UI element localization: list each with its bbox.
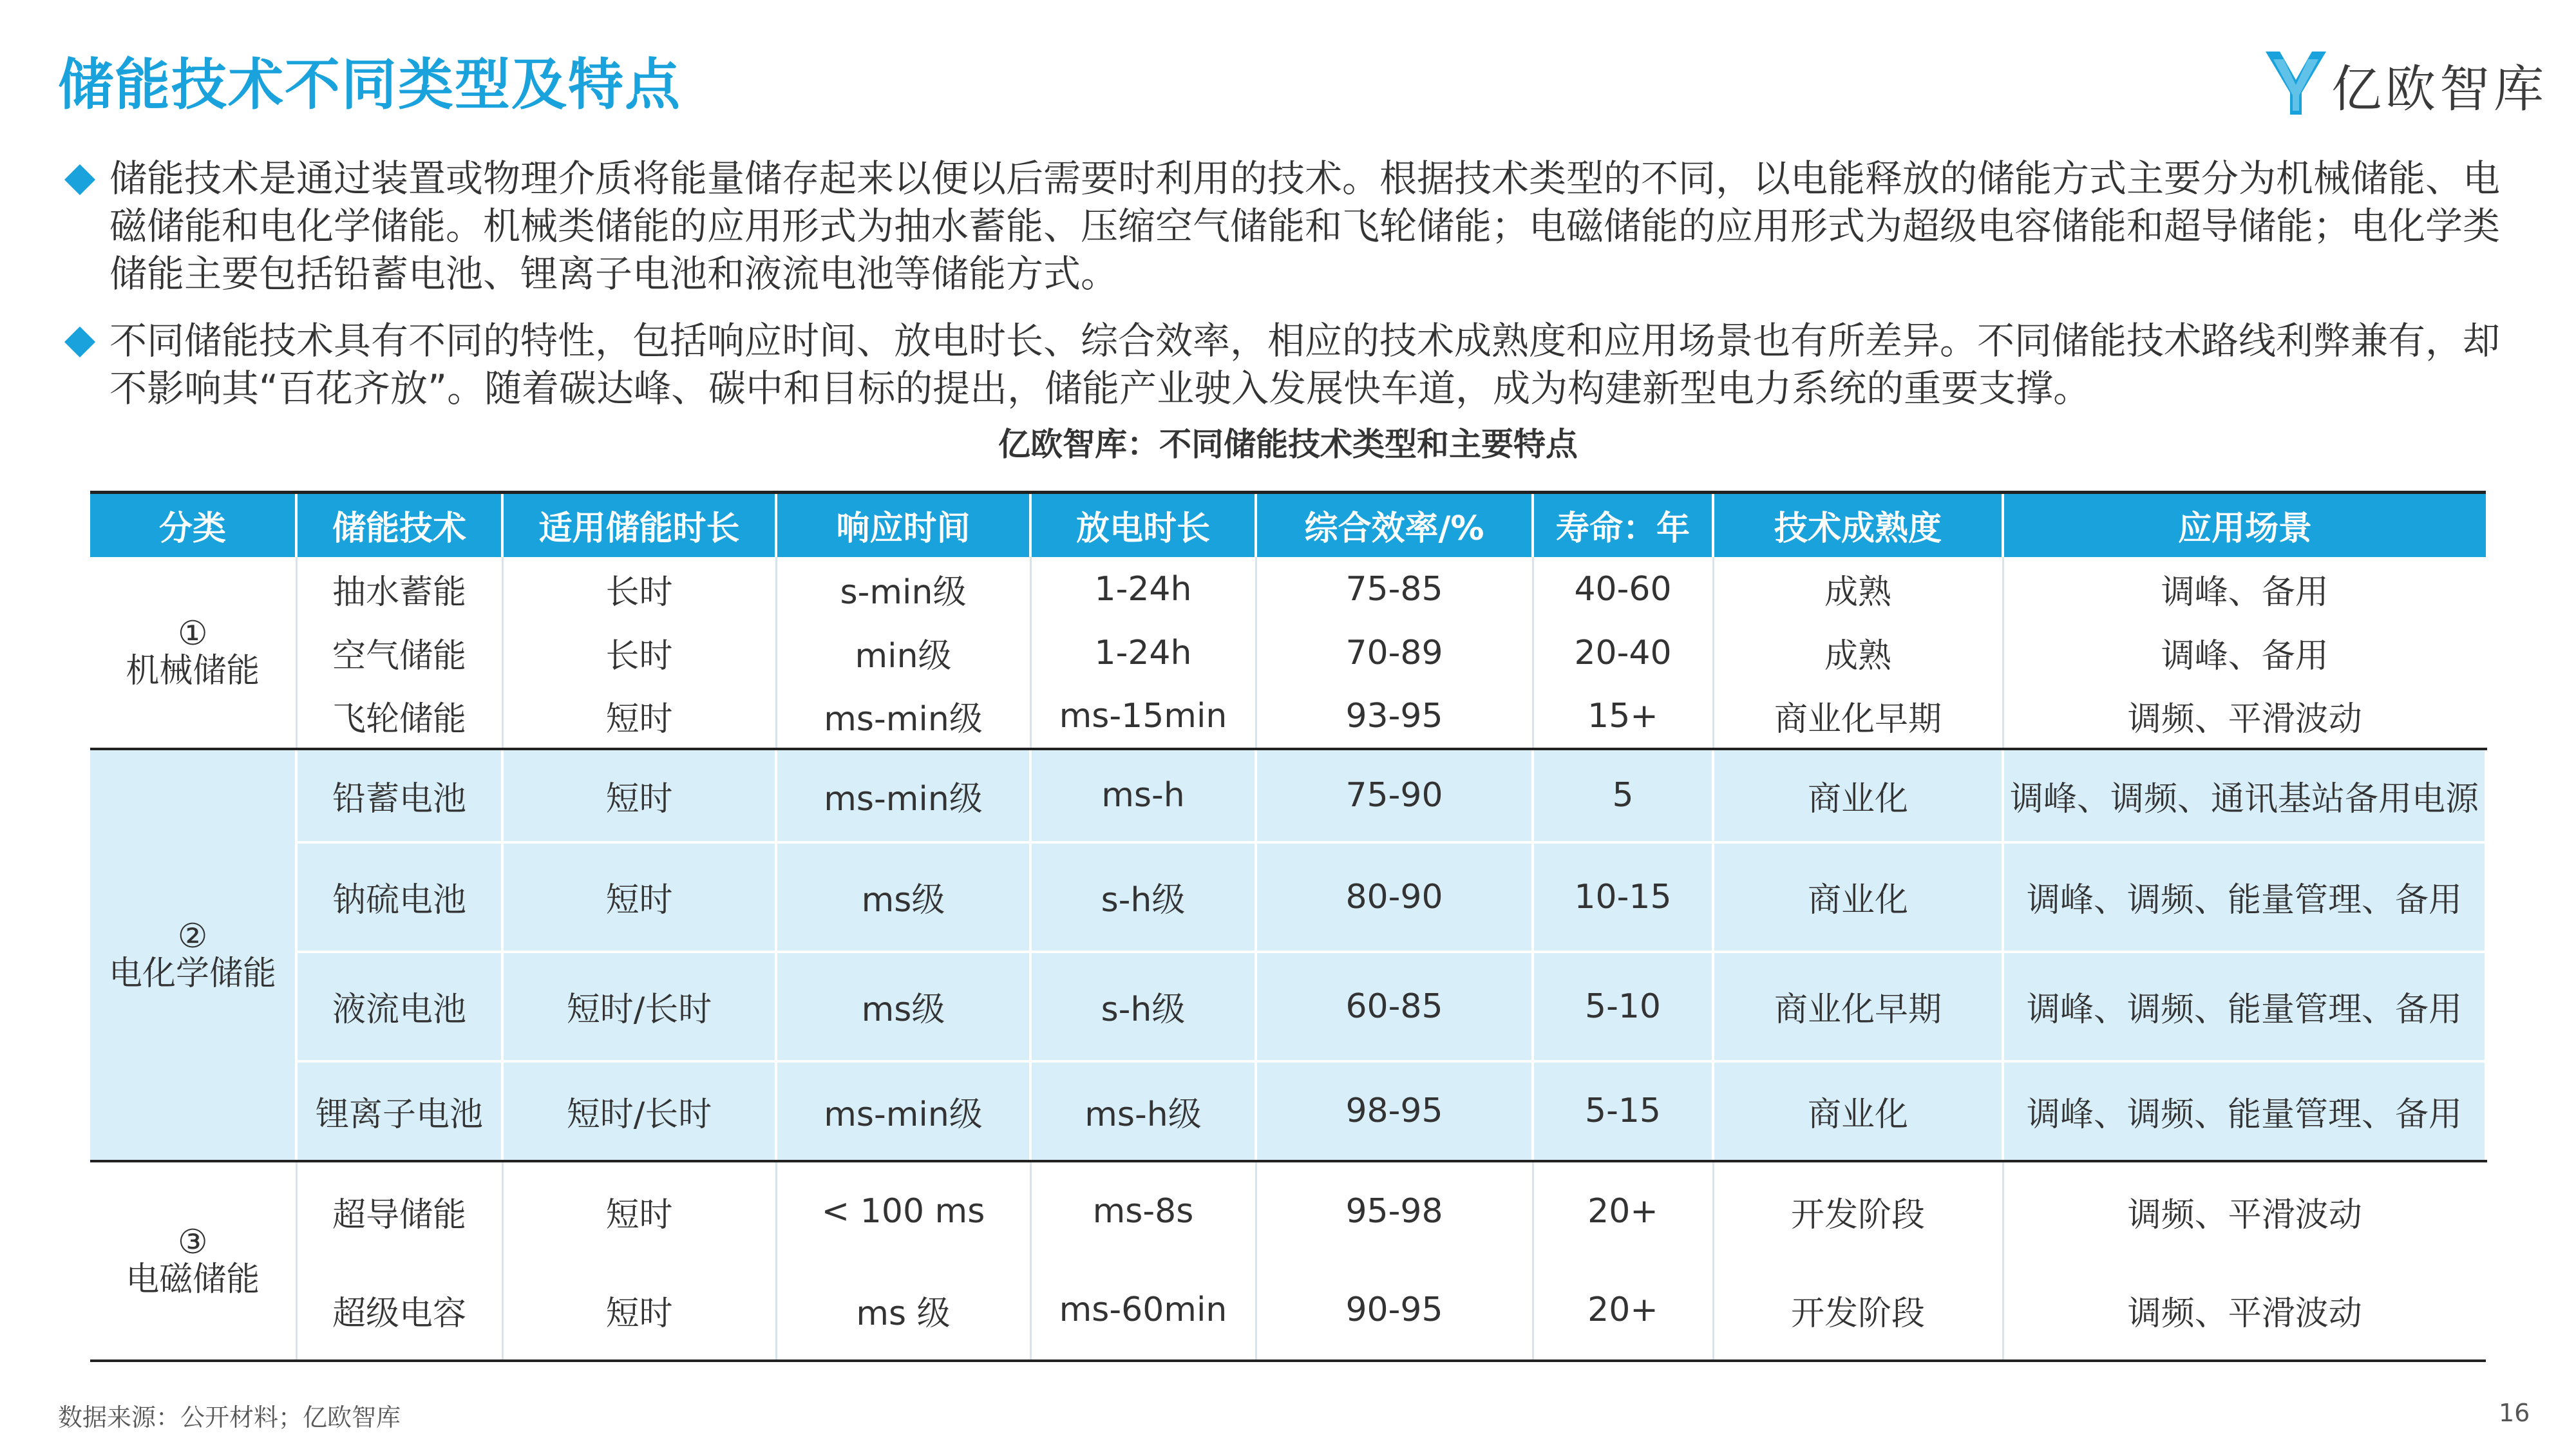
table-cell: 商业化 <box>1713 749 2003 842</box>
table-cell: 超级电容 <box>296 1261 502 1361</box>
table-cell: 开发阶段 <box>1713 1261 2003 1361</box>
company-logo <box>2260 40 2548 118</box>
table-cell: 调频、平滑波动 <box>2003 1161 2486 1261</box>
header-cell: 储能技术 <box>296 493 502 557</box>
table-caption: 亿欧智库：不同储能技术类型和主要特点 <box>998 426 1578 463</box>
table-cell: 调频、平滑波动 <box>2003 685 2486 749</box>
table-cell: 商业化 <box>1713 1061 2003 1161</box>
table-row <box>90 952 2486 1061</box>
table-cell: 短时 <box>502 1261 776 1361</box>
table-cell: ms-min级 <box>776 685 1030 749</box>
table-cell: 调峰、调频、能量管理、备用 <box>2003 1061 2486 1161</box>
table-cell: 1-24h <box>1030 557 1256 621</box>
table-cell: 95-98 <box>1256 1161 1533 1261</box>
table-cell: 10-15 <box>1533 842 1713 952</box>
page-number: 16 <box>2499 1399 2530 1427</box>
table-cell: 抽水蓄能 <box>296 557 502 621</box>
table-row <box>90 1261 2486 1361</box>
table-cell: 调峰、调频、能量管理、备用 <box>2003 842 2486 952</box>
table-cell: s-h级 <box>1030 842 1256 952</box>
header-cell: 综合效率/% <box>1256 493 1533 557</box>
table-cell: 75-85 <box>1256 557 1533 621</box>
logo-text: 亿欧智库 <box>2331 61 2548 118</box>
logo-mark-icon <box>2260 40 2331 117</box>
table-cell: 钠硫电池 <box>296 842 502 952</box>
header-cell: 放电时长 <box>1030 493 1256 557</box>
category-number: ② <box>177 916 208 956</box>
table-cell: 调频、平滑波动 <box>2003 1261 2486 1361</box>
table-row <box>90 621 2486 685</box>
table-cell: 铅蓄电池 <box>296 749 502 842</box>
table-cell: 5 <box>1533 749 1713 842</box>
table-cell: 90-95 <box>1256 1261 1533 1361</box>
category-name: 电磁储能 <box>126 1260 260 1299</box>
table-cell: min级 <box>776 621 1030 685</box>
table-cell: 短时 <box>502 842 776 952</box>
bullet-item <box>61 317 2534 412</box>
table-cell: 短时/长时 <box>502 952 776 1061</box>
table-row <box>90 685 2486 749</box>
table-cell: 超导储能 <box>296 1161 502 1261</box>
table-cell: ms-60min <box>1030 1261 1256 1361</box>
table-cell: < 100 ms <box>776 1161 1030 1261</box>
category-cell <box>90 1161 296 1361</box>
table-cell: 20+ <box>1533 1161 1713 1261</box>
bullet-text: 不同储能技术具有不同的特性，包括响应时间、放电时长、综合效率，相应的技术成熟度和应用场景也有所差异。不同储能技术路线利弊兼有，却不影响其“百花齐放”。随着碳达峰、碳中和目标的提出，储能产业驶入发展快车道，成为构建新型电力系统的重要支撑。 <box>109 319 2501 410</box>
table-cell: ms-h <box>1030 749 1256 842</box>
category-name: 机械储能 <box>126 651 260 690</box>
table-cell: 长时 <box>502 621 776 685</box>
header-cell: 响应时间 <box>776 493 1030 557</box>
table-cell: 80-90 <box>1256 842 1533 952</box>
table-cell: ms-h级 <box>1030 1061 1256 1161</box>
header-cell: 应用场景 <box>2003 493 2486 557</box>
table-cell: 长时 <box>502 557 776 621</box>
table-cell: 15+ <box>1533 685 1713 749</box>
diamond-bullet-icon <box>64 164 95 195</box>
table-cell: 空气储能 <box>296 621 502 685</box>
table-cell: ms级 <box>776 842 1030 952</box>
table-cell: 调峰、调频、能量管理、备用 <box>2003 952 2486 1061</box>
table-cell: 短时 <box>502 1161 776 1261</box>
table-cell: 1-24h <box>1030 621 1256 685</box>
table-cell: 98-95 <box>1256 1061 1533 1161</box>
table-row <box>90 842 2486 952</box>
category-cell <box>90 557 296 749</box>
header-cell: 技术成熟度 <box>1713 493 2003 557</box>
table-cell: 商业化早期 <box>1713 952 2003 1061</box>
table-row <box>90 749 2486 842</box>
diamond-bullet-icon <box>64 327 95 357</box>
table-cell: 40-60 <box>1533 557 1713 621</box>
category-number: ③ <box>177 1222 208 1262</box>
table-cell: 调峰、调频、通讯基站备用电源 <box>2003 749 2486 842</box>
category-number: ① <box>177 614 208 653</box>
table-cell: 开发阶段 <box>1713 1161 2003 1261</box>
table-cell: s-min级 <box>776 557 1030 621</box>
table-cell: 60-85 <box>1256 952 1533 1061</box>
data-source-note: 数据来源：公开材料；亿欧智库 <box>58 1403 401 1432</box>
table-cell: ms-8s <box>1030 1161 1256 1261</box>
header-cell: 适用储能时长 <box>502 493 776 557</box>
table-cell: ms 级 <box>776 1261 1030 1361</box>
table-row <box>90 1161 2486 1261</box>
bullet-text: 储能技术是通过装置或物理介质将能量储存起来以便以后需要时利用的技术。根据技术类型的不同，以电能释放的储能方式主要分为机械储能、电磁储能和电化学储能。机械类储能的应用形式为抽水蓄能、压缩空气储能和飞轮储能；电磁储能的应用形式为超级电容储能和超导储能；电化学类储能主要包括铅蓄电池、锂离子电池和液流电池等储能方式。 <box>109 156 2501 296</box>
table-cell: 70-89 <box>1256 621 1533 685</box>
category-cell <box>90 749 296 1161</box>
table-cell: 液流电池 <box>296 952 502 1061</box>
bullet-item <box>61 155 2534 298</box>
table-cell: 93-95 <box>1256 685 1533 749</box>
table-cell: 成熟 <box>1713 557 2003 621</box>
category-name: 电化学储能 <box>108 954 276 993</box>
table-cell: 75-90 <box>1256 749 1533 842</box>
table-cell: s-h级 <box>1030 952 1256 1061</box>
table-cell: ms-min级 <box>776 1061 1030 1161</box>
table-cell: 成熟 <box>1713 621 2003 685</box>
table-cell: 商业化 <box>1713 842 2003 952</box>
table-cell: 短时/长时 <box>502 1061 776 1161</box>
table-cell: ms-15min <box>1030 685 1256 749</box>
table-cell: 5-15 <box>1533 1061 1713 1161</box>
header-cell: 分类 <box>90 493 296 557</box>
table-cell: 5-10 <box>1533 952 1713 1061</box>
header-cell: 寿命：年 <box>1533 493 1713 557</box>
table-cell: 短时 <box>502 749 776 842</box>
table-cell: ms-min级 <box>776 749 1030 842</box>
table-header-row <box>90 493 2486 557</box>
table-cell: 20-40 <box>1533 621 1713 685</box>
table-row <box>90 1061 2486 1161</box>
table-cell: ms级 <box>776 952 1030 1061</box>
table-cell: 飞轮储能 <box>296 685 502 749</box>
page-title: 储能技术不同类型及特点 <box>58 53 681 117</box>
table-row <box>90 557 2486 621</box>
bullet-list <box>61 155 2534 431</box>
table-cell: 商业化早期 <box>1713 685 2003 749</box>
table-cell: 调峰、备用 <box>2003 557 2486 621</box>
table-cell: 锂离子电池 <box>296 1061 502 1161</box>
table-cell: 20+ <box>1533 1261 1713 1361</box>
table-cell: 短时 <box>502 685 776 749</box>
table-cell: 调峰、备用 <box>2003 621 2486 685</box>
storage-table <box>90 491 2486 1362</box>
